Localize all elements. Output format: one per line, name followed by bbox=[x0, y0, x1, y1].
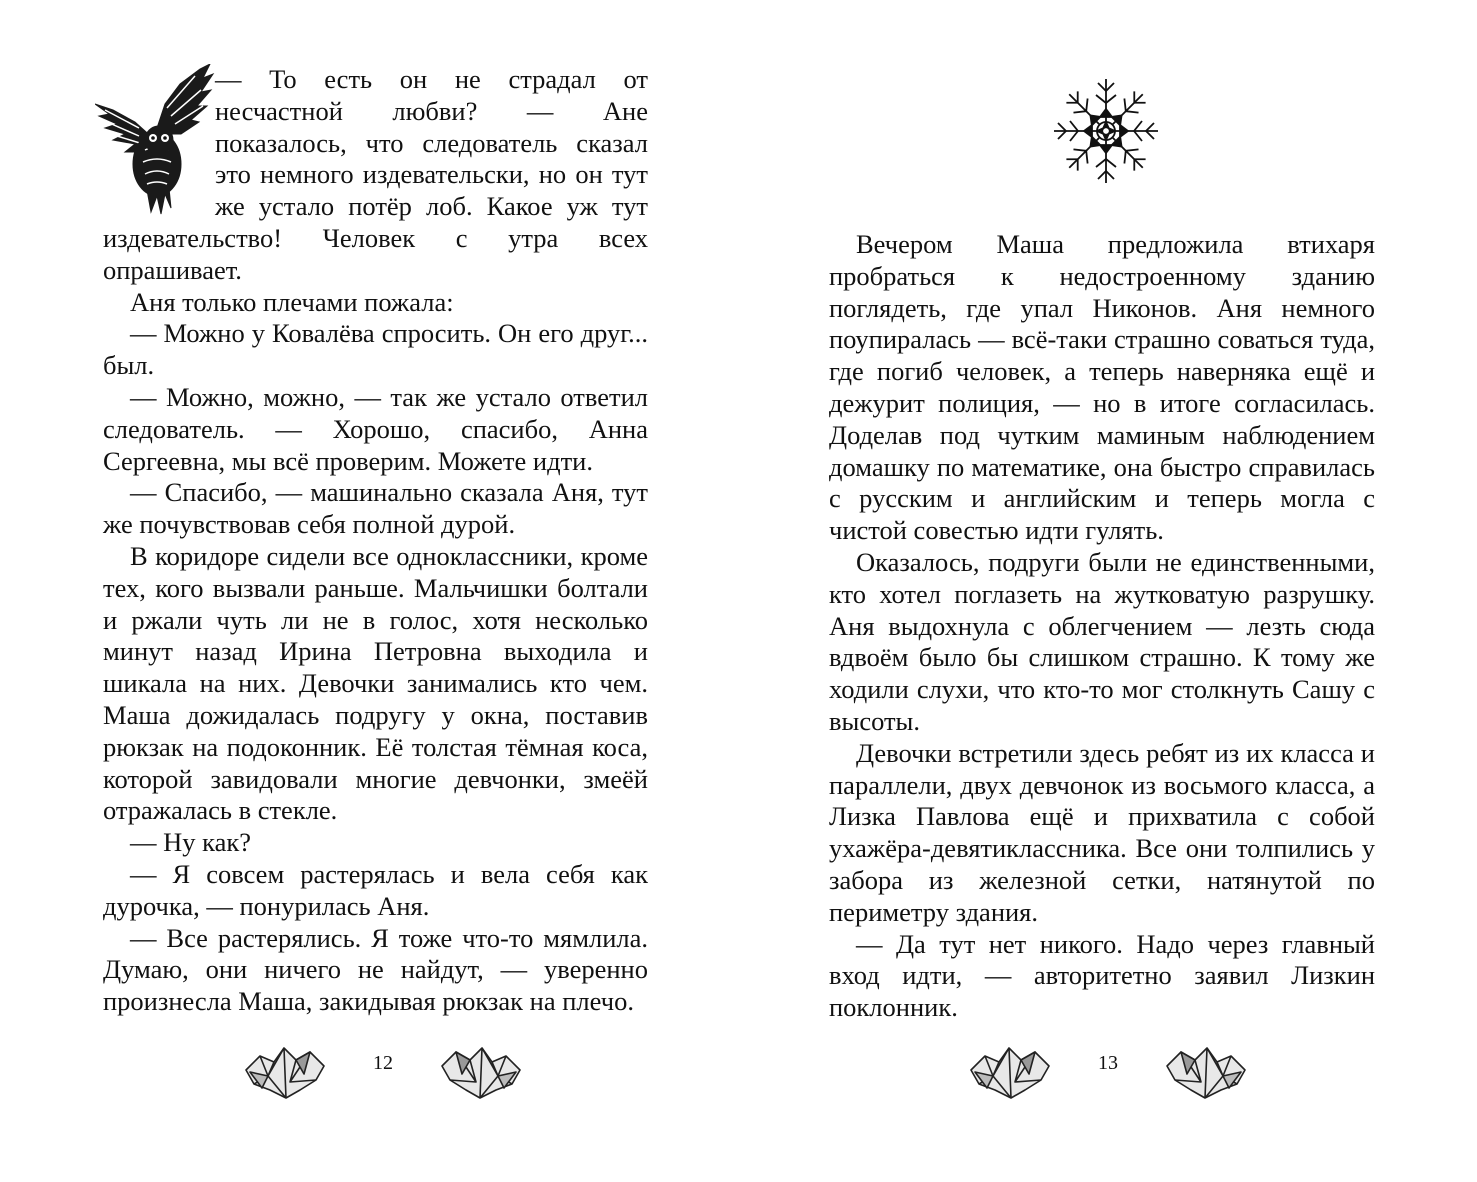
right-page-text bbox=[829, 229, 1375, 1024]
left-page-text bbox=[103, 64, 648, 1018]
paragraph: — Все растерялись. Я тоже что-то мямлила. Думаю, они ничего не найдут, — уверенно произнесла Маша, закидывая рюкзак на плечо. bbox=[103, 922, 648, 1017]
right-page bbox=[738, 0, 1477, 1182]
paragraph: — То есть он не страдал от несчастной любви? — Ане показалось, что следователь сказал это немного издевательски, но он тут же устало потёр лоб. Какое уж тут издевательство! Человек с утра всех опрашивает. bbox=[103, 64, 648, 285]
paragraph: Оказалось, подруги были не единственными, кто хотел поглазеть на жутковатую разрушку. Аня выдохнула с облегчением — лезть сюда вдвоём было бы слишком страшно. К тому же ходили слухи, что кто-то мог столкнуть Сашу с высоты. bbox=[829, 546, 1375, 736]
paragraph: Вечером Маша предложила втихаря пробраться к недостроенному зданию поглядеть, где упал Никонов. Аня немного поупиралась — всё-таки страшно соваться туда, где погиб человек, а теперь наверняка ещё и дежурит полиция, — но в итоге согласилась. Доделав под чутким маминым наблюдением домашку по математике, она быстро справилась с русским и английским и теперь могла с чистой совестью идти гулять. bbox=[829, 229, 1375, 546]
paragraph: — Можно, можно, — так же устало ответил следователь. — Хорошо, спасибо, Анна Сергеевна, мы всё проверим. Можете идти. bbox=[103, 381, 648, 476]
page-footer bbox=[963, 1030, 1253, 1110]
crystal-icon bbox=[1158, 1030, 1253, 1110]
snowflake-icon bbox=[1050, 75, 1162, 187]
page-number: 12 bbox=[373, 1052, 393, 1074]
paragraph: — Да тут нет никого. Надо через главный вход идти, — авторитетно заявил Лизкин поклонник. bbox=[829, 928, 1375, 1023]
crystal-icon bbox=[433, 1030, 528, 1110]
page-number: 13 bbox=[1098, 1052, 1118, 1074]
page-footer bbox=[238, 1030, 528, 1110]
paragraph: — Можно у Ковалёва спросить. Он его друг... был. bbox=[103, 318, 648, 381]
paragraph: — Спасибо, — машинально сказала Аня, тут же почувствовав себя полной дурой. bbox=[103, 477, 648, 540]
owl-icon bbox=[95, 64, 215, 220]
paragraph: — Ну как? bbox=[130, 827, 252, 858]
paragraph: Девочки встретили здесь ребят из их класса и параллели, двух девчонок из восьмого класса, а Лизка Павлова ещё и прихватила с собой ухажёра-девятиклассника. Все они толпились у забора из железной сетки, натянутой по периметру здания. bbox=[829, 737, 1375, 927]
paragraph: Аня только плечами пожала: bbox=[130, 286, 454, 317]
paragraph: В коридоре сидели все одноклассники, кроме тех, кого вызвали раньше. Мальчишки болтали и ржали чуть ли не в голос, хотя несколько минут назад Ирина Петровна выходила и шикала на них. Девочки занимались кто чем. Маша дожидалась подругу у окна, поставив рюкзак на подоконник. Её толстая тёмная коса, которой завидовали многие девчонки, змеёй отражалась в стекле. bbox=[103, 540, 648, 826]
left-page bbox=[0, 0, 738, 1182]
paragraph: — Я совсем растерялась и вела себя как дурочка, — понурилась Аня. bbox=[103, 858, 648, 921]
